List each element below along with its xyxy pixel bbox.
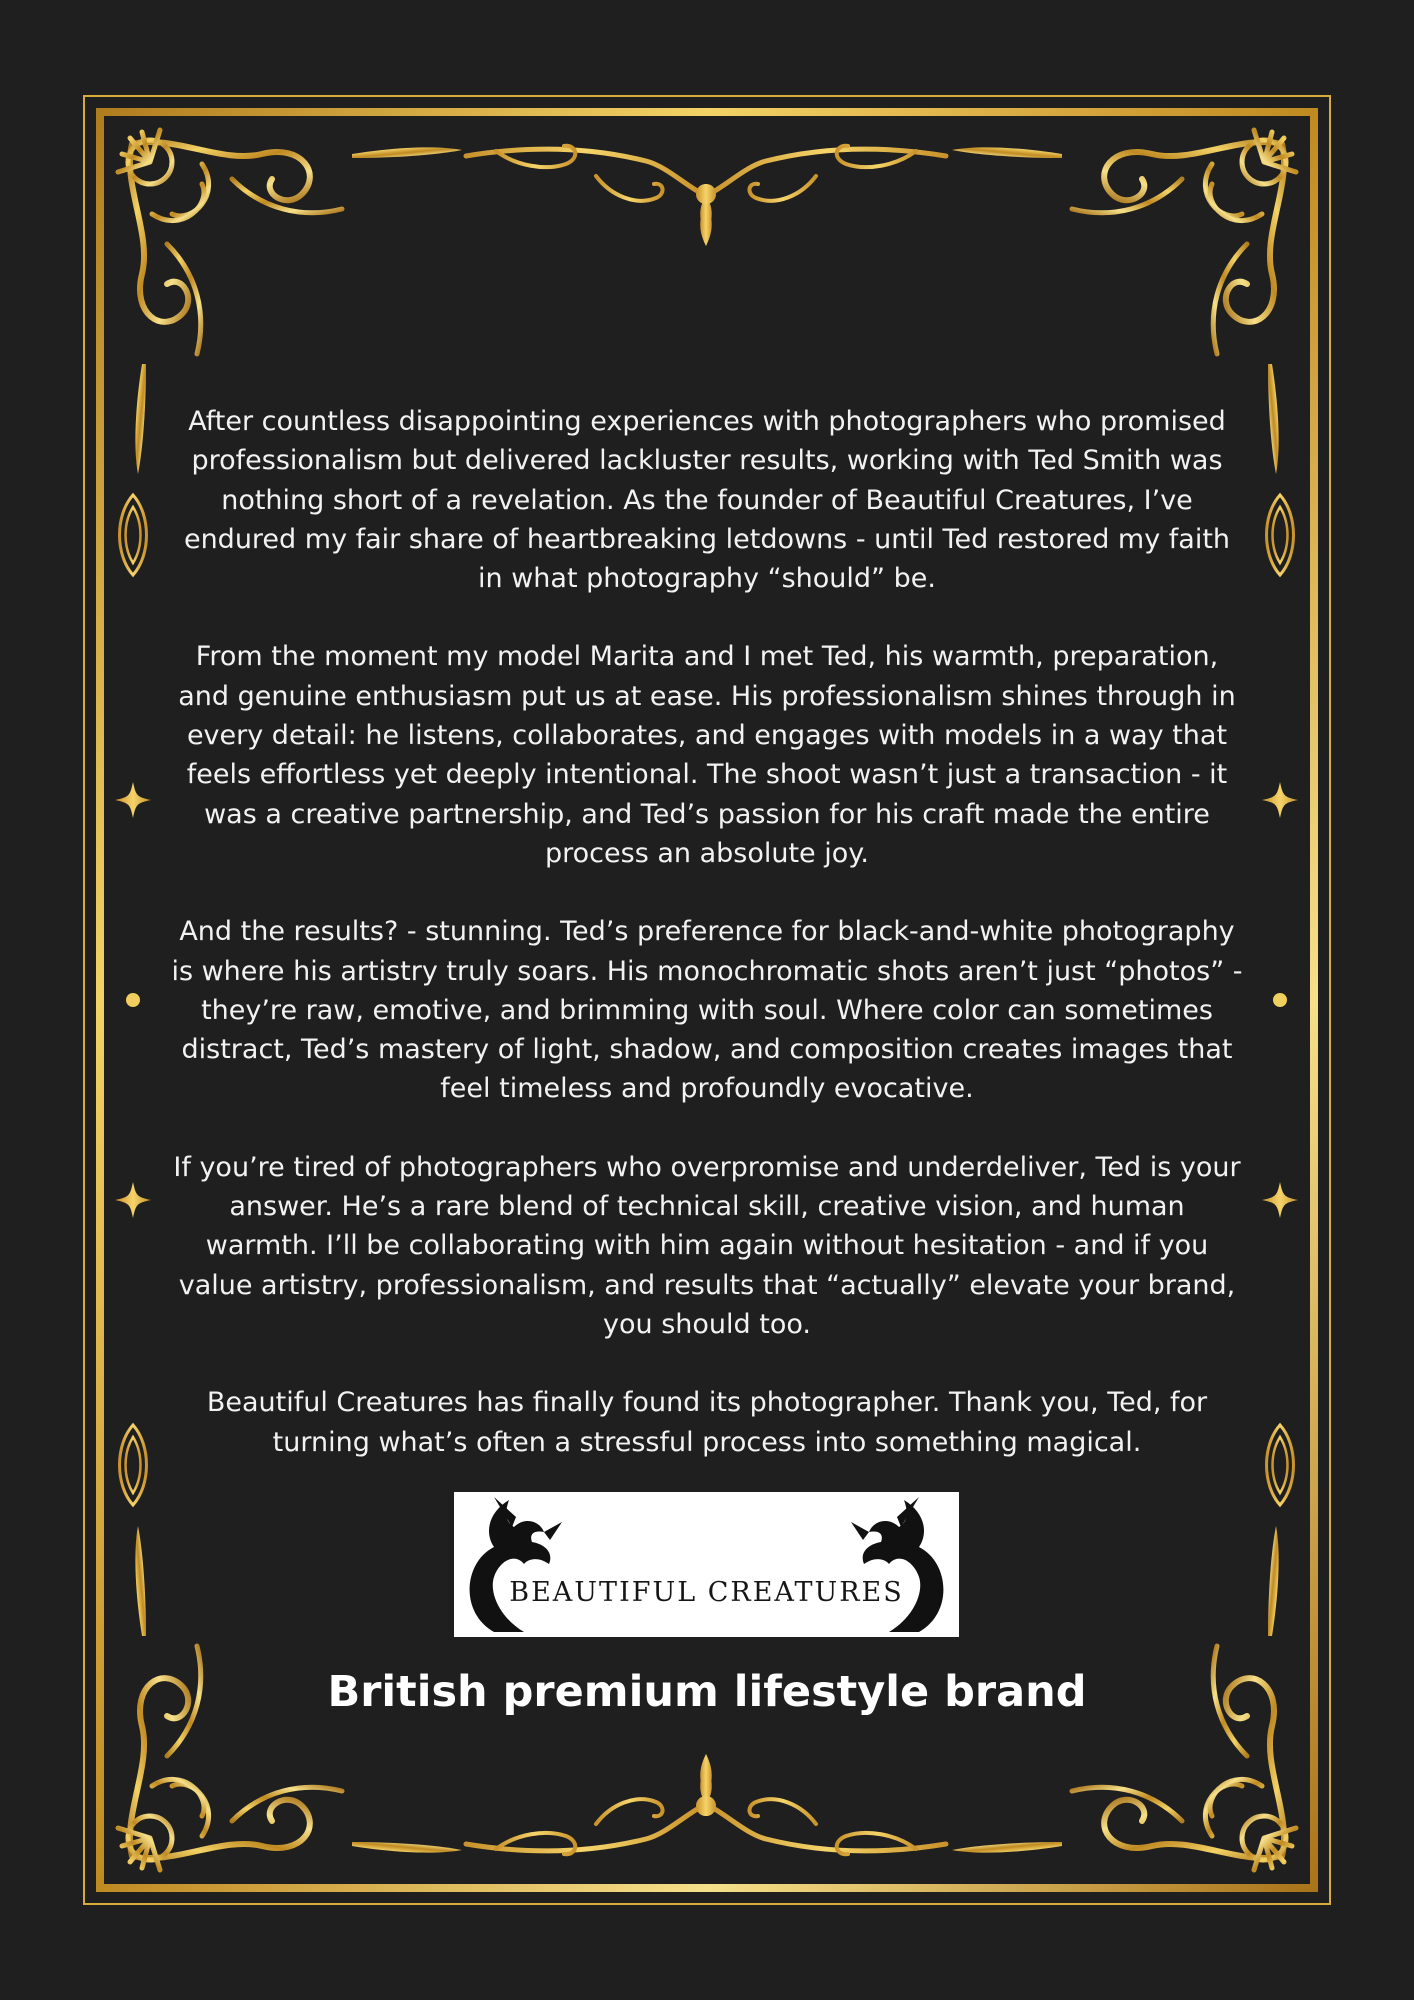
letter-paragraph: After countless disappointing experiences with photographers who promised professionalism but delivered lackluster results, working with Ted Smith was nothing short of a revelation. As the founder of Beautiful Creatures, I’ve endured my fair share of heartbreaking letdowns - until Ted restored my faith in what photography “should” be. — [183, 406, 1231, 595]
letter-paragraph: And the results? - stunning. Ted’s preference for black-and-white photography is where his artistry truly soars. His monochromatic shots aren’t just “photos” - they’re raw, emotive, and brimming with soul. Where color can sometimes distract, Ted’s mastery of light, shadow, and composition creates images that feel timeless and profoundly evocative. — [171, 916, 1243, 1105]
brand-tagline: British premium lifestyle brand — [327, 1667, 1087, 1717]
dragon-icon — [454, 1492, 959, 1637]
brand-logo — [454, 1492, 959, 1637]
letter-paragraph: If you’re tired of photographers who overpromise and underdeliver, Ted is your answer. He’s a rare blend of technical skill, creative vision, and human warmth. I’ll be collaborating with him again without hesitation - and if you value artistry, professionalism, and results that “actually” elevate your brand, you should too. — [173, 1151, 1241, 1340]
testimonial-letter — [170, 402, 1244, 1501]
letter-paragraph: From the moment my model Marita and I met Ted, his warmth, preparation, and genuine enthusiasm put us at ease. His professionalism shines through in every detail: he listens, collaborates, and engages with models in a way that feels effortless yet deeply intentional. The shoot wasn’t just a transaction - it was a creative partnership, and Ted’s passion for his craft made the entire process an absolute joy. — [178, 641, 1236, 869]
letter-paragraph: Beautiful Creatures has finally found its photographer. Thank you, Ted, for turning what’s often a stressful process into something magical. — [206, 1387, 1208, 1458]
logo-wordmark: BEAUTIFUL CREATURES — [509, 1577, 904, 1608]
